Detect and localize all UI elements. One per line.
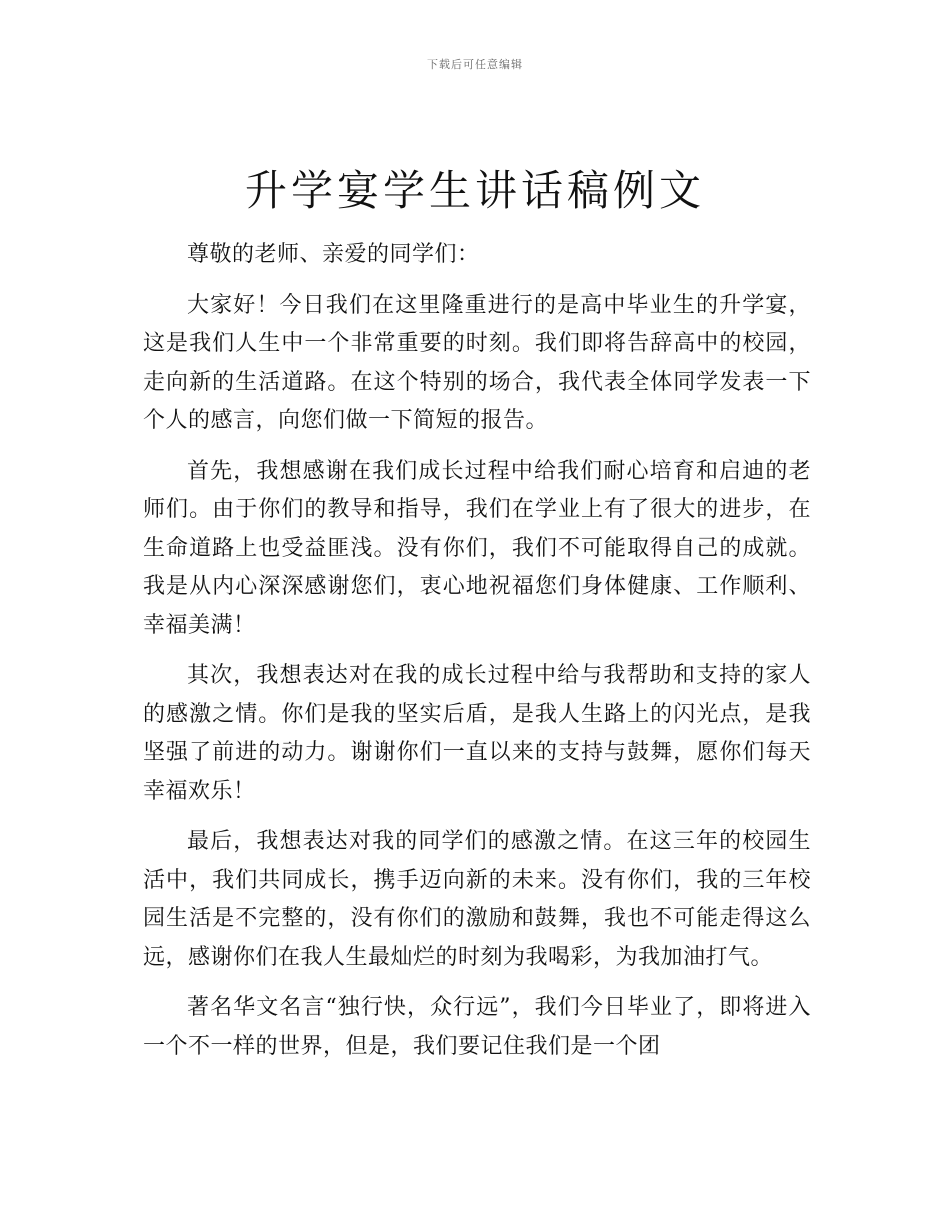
document-body <box>143 236 811 1078</box>
body-paragraph: 大家好！今日我们在这里隆重进行的是高中毕业生的升学宴，这是我们人生中一个非常重要的时刻。我们即将告辞高中的校园，走向新的生活道路。在这个特别的场合，我代表全体同学发表一下个人的感言，向您们做一下简短的报告。 <box>143 292 811 433</box>
body-paragraph: 首先，我想感谢在我们成长过程中给我们耐心培育和启迪的老师们。由于你们的教导和指导，我们在学业上有了很大的进步，在生命道路上也受益匪浅。没有你们，我们不可能取得自己的成就。我是从内心深深感谢您们，衷心地祝福您们身体健康、工作顺利、幸福美满！ <box>143 458 811 638</box>
body-paragraph: 其次，我想表达对在我的成长过程中给与我帮助和支持的家人的感激之情。你们是我的坚实后盾，是我人生路上的闪光点，是我坚强了前进的动力。谢谢你们一直以来的支持与鼓舞，愿你们每天幸福欢乐！ <box>143 663 811 804</box>
body-paragraph: 著名华文名言“独行快，众行远”，我们今日毕业了，即将进入一个不一样的世界，但是，我们要记住我们是一个团 <box>143 995 811 1059</box>
body-paragraph: 最后，我想表达对我的同学们的感激之情。在这三年的校园生活中，我们共同成长，携手迈向新的未来。没有你们，我的三年校园生活是不完整的，没有你们的激励和鼓舞，我也不可能走得这么远，感谢你们在我人生最灿烂的时刻为我喝彩，为我加油打气。 <box>143 829 811 970</box>
header-note: 下载后可任意编辑 <box>427 58 523 71</box>
greeting-paragraph: 尊敬的老师、亲爱的同学们： <box>187 242 480 267</box>
document-title: 升学宴学生讲话稿例文 <box>244 166 705 215</box>
